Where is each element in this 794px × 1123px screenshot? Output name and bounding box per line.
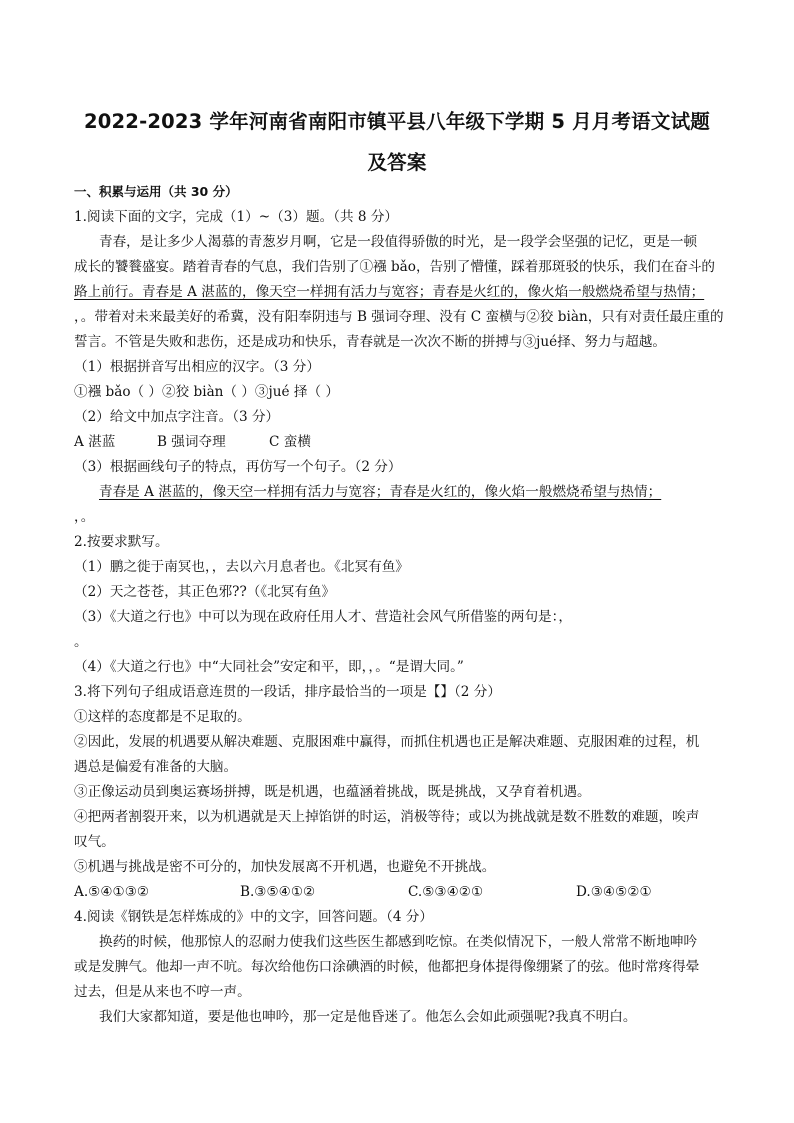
q1-paragraph-line: 誓言。不管是失败和悲伤，还是成功和快乐，青春就是一次次不断的拼搏与③jué择、努力与超越。 [74, 334, 666, 350]
q1-sub1-blanks: ①襁 bǎo（ ）②狡 biàn（ ）③jué 择（ ） [74, 384, 339, 400]
option-d: D.③④⑤②① [576, 884, 652, 900]
q1-paragraph-line: ，。带着对未来最美好的希冀，没有阳奉阴违与 B 强词夺理、没有 C 蛮横与②狡 biàn，只有对责任最庄重的 [74, 309, 724, 325]
q3-sentence: ⑤机遇与挑战是密不可分的，加快发展离不开机遇，也避免不开挑战。 [74, 859, 496, 875]
q4-stem: 4.阅读《钢铁是怎样炼成的》中的文字，回答问题。（4 分） [74, 909, 433, 925]
q3-sentence: ①这样的态度都是不足取的。 [74, 709, 251, 725]
q2-stem: 2.按要求默写。 [74, 534, 169, 550]
q3-sentence: 遇总是偏爱有准备的大脑。 [74, 759, 238, 775]
q1-paragraph-line: 青春，是让多少人渴慕的青葱岁月啊，它是一段值得骄傲的时光，是一段学会坚强的记忆，更是一顿 [99, 234, 698, 250]
q4-paragraph-line: 过去，但是从来也不哼一声。 [74, 984, 251, 1000]
q1-underlined-line: 路上前行。青春是 A 湛蓝的，像天空一样拥有活力与宽容；青春是火红的，像火焰一般燃烧希望与热情； [74, 284, 705, 300]
q4-paragraph-line: 我们大家都知道，要是他也呻吟，那一定是他昏迷了。他怎么会如此顽强呢?我真不明白。 [99, 1009, 637, 1025]
q3-options [74, 883, 724, 901]
q2-line: （3）《大道之行也》中可以为现在政府任用人才、营造社会风气所借鉴的两句是：， [74, 609, 573, 625]
q2-line: （4）《大道之行也》中“大同社会”安定和平，即，，。“是谓大同。” [74, 659, 464, 675]
option-c: C.⑤③④②① [408, 884, 484, 900]
q3-sentence: ③正像运动员到奥运赛场拼搏，既是机遇，也蕴涵着挑战，既是挑战，又孕育着机遇。 [74, 784, 591, 800]
q4-paragraph-line: 或是发脾气。他却一声不吭。每次给他伤口涂碘酒的时候，他都把身体提得像绷紧了的弦。他时常疼得晕 [74, 959, 700, 975]
q2-line: （2）天之苍苍，其正色邪??（《北冥有鱼》 [74, 584, 336, 600]
q2-line: （1）鹏之徙于南冥也，，去以六月息者也。《北冥有鱼》 [74, 559, 409, 575]
q3-sentence: ④把两者割裂开来，以为机遇就是天上掉馅饼的时运，消极等待；或以为挑战就是数不胜数的难题，唉声 [74, 809, 700, 825]
q1-paragraph-line: 成长的饕餮盛宴。踏着青春的气息，我们告别了①襁 bǎo，告别了懵懂，踩着那斑驳的快乐，我们在奋斗的 [74, 259, 716, 275]
q3-sentence: 叹气。 [74, 834, 115, 850]
q3-sentence: ②因此，发展的机遇要从解决难题、克服困难中赢得，而抓住机遇也正是解决难题、克服困难的过程，机 [74, 734, 700, 750]
option-c: C 蛮横 [269, 434, 311, 450]
q1-sub3: （3）根据画线句子的特点，再仿写一个句子。（2 分） [74, 459, 402, 475]
q1-sub3-quote: 青春是 A 湛蓝的，像天空一样拥有活力与宽容；青春是火红的，像火焰一般燃烧希望与热情； [99, 484, 662, 500]
section-heading: 一、积累与运用（共 30 分） [74, 184, 238, 199]
q1-sub2-options [74, 433, 724, 451]
q1-sub3-blank: ，。 [74, 509, 95, 525]
option-a: A 湛蓝 [74, 434, 116, 450]
q3-stem: 3.将下列句子组成语意连贯的一段话，排序最恰当的一项是【】（2 分） [74, 684, 501, 700]
q1-sub1: （1）根据拼音写出相应的汉字。（3 分） [74, 359, 320, 375]
q4-paragraph-line: 换药的时候，他那惊人的忍耐力使我们这些医生都感到吃惊。在类似情况下，一般人常常不断地呻吟 [99, 934, 698, 950]
q1-sub2: （2）给文中加点字注音。（3 分） [74, 409, 280, 425]
option-b: B.③⑤④①② [240, 884, 316, 900]
option-b: B 强词夺理 [157, 434, 226, 450]
q2-line: 。 [74, 634, 88, 650]
doc-title-line2: 及答案 [367, 151, 427, 174]
q1-stem: 1.阅读下面的文字，完成（1）~（3）题。（共 8 分） [74, 209, 399, 225]
doc-title-line1: 2022-2023 学年河南省南阳市镇平县八年级下学期 5 月月考语文试题 [84, 110, 710, 133]
option-a: A.⑤④①③② [74, 884, 150, 900]
